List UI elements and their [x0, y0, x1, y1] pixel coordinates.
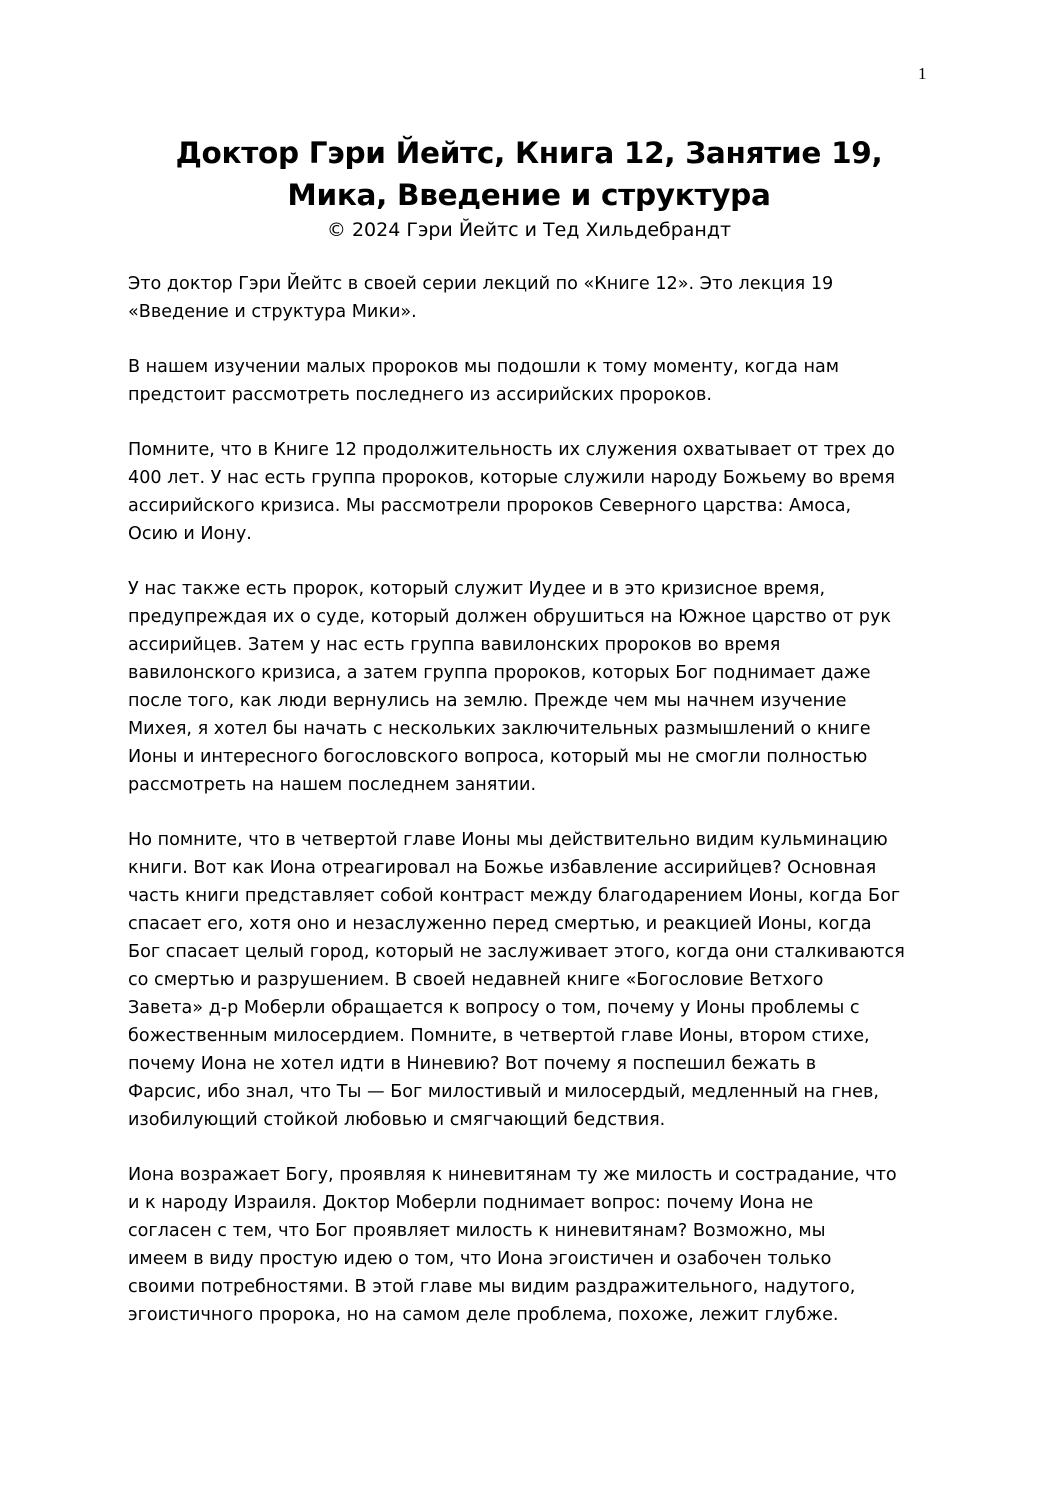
text-line: Михея, я хотел бы начать с нескольких заключительных размышлений о книге — [128, 719, 871, 739]
text-line: эгоистичного пророка, но на самом деле проблема, похоже, лежит глубже. — [128, 1305, 839, 1325]
paragraph-6 — [128, 1161, 936, 1329]
text-line: Помните, что в Книге 12 продолжительность их служения охватывает от трех до — [128, 440, 895, 460]
text-line: своими потребностями. В этой главе мы видим раздражительного, надутого, — [128, 1277, 856, 1297]
text-line: предупреждая их о суде, который должен обрушиться на Южное царство от рук — [128, 607, 892, 627]
text-line: часть книги представляет собой контраст между благодарением Ионы, когда Бог — [128, 886, 901, 906]
text-line: Ионы и интересного богословского вопроса, который мы не смогли полностью — [128, 747, 868, 767]
text-line: ассирийского кризиса. Мы рассмотрели пророков Северного царства: Амоса, — [128, 496, 852, 516]
text-line: «Введение и структура Мики». — [128, 302, 417, 322]
title-line-2: Мика, Введение и структура — [287, 178, 771, 212]
text-line: В нашем изучении малых пророков мы подошли к тому моменту, когда нам — [128, 357, 840, 377]
paragraph-1 — [128, 270, 936, 326]
text-line: Бог спасает целый город, который не заслуживает этого, когда они сталкиваются — [128, 942, 905, 962]
text-line: Завета» д-р Моберли обращается к вопросу о том, почему у Ионы проблемы с — [128, 998, 860, 1018]
text-line: Но помните, что в четвертой главе Ионы мы действительно видим кульминацию — [128, 830, 888, 850]
paragraph-5 — [128, 826, 936, 1134]
body-text — [128, 270, 936, 1356]
copyright-notice: © 2024 Гэри Йейтс и Тед Хильдебрандт — [326, 219, 732, 241]
text-line: У нас также есть пророк, который служит Иудее и в это кризисное время, — [128, 579, 826, 599]
title-block — [0, 132, 1058, 244]
text-line: предстоит рассмотреть последнего из ассирийских пророков. — [128, 385, 712, 405]
page-number: 1 — [918, 64, 927, 83]
text-line: после того, как люди вернулись на землю. Прежде чем мы начнем изучение — [128, 691, 847, 711]
text-line: согласен с тем, что Бог проявляет милость к ниневитянам? Возможно, мы — [128, 1221, 826, 1241]
text-line: изобилующий стойкой любовью и смягчающий бедствия. — [128, 1110, 666, 1130]
text-line: Фарсис, ибо знал, что Ты — Бог милостивый и милосердый, медленный на гнев, — [128, 1082, 879, 1102]
text-line: Это доктор Гэри Йейтс в своей серии лекций по «Книге 12». Это лекция 19 — [128, 274, 834, 294]
paragraph-2 — [128, 353, 936, 409]
text-line: книги. Вот как Иона отреагировал на Божье избавление ассирийцев? Основная — [128, 858, 877, 878]
text-line: вавилонского кризиса, а затем группа пророков, которых Бог поднимает даже — [128, 663, 871, 683]
paragraph-4 — [128, 575, 936, 799]
text-line: ассирийцев. Затем у нас есть группа вавилонских пророков во время — [128, 635, 781, 655]
text-line: и к народу Израиля. Доктор Моберли поднимает вопрос: почему Иона не — [128, 1193, 814, 1213]
text-line: рассмотреть на нашем последнем занятии. — [128, 775, 537, 795]
paragraph-3 — [128, 436, 936, 548]
text-line: почему Иона не хотел идти в Ниневию? Вот почему я поспешил бежать в — [128, 1054, 817, 1074]
title-line-1: Доктор Гэри Йейтс, Книга 12, Занятие 19, — [175, 136, 883, 170]
text-line: имеем в виду простую идею о том, что Иона эгоистичен и озабочен только — [128, 1249, 832, 1269]
text-line: божественным милосердием. Помните, в четвертой главе Ионы, втором стихе, — [128, 1026, 870, 1046]
text-line: со смертью и разрушением. В своей недавней книге «Богословие Ветхого — [128, 970, 824, 990]
text-line: Иона возражает Богу, проявляя к ниневитянам ту же милость и сострадание, что — [128, 1165, 897, 1185]
text-line: 400 лет. У нас есть группа пророков, которые служили народу Божьему во время — [128, 468, 896, 488]
text-line: Осию и Иону. — [128, 524, 252, 544]
text-line: спасает его, хотя оно и незаслуженно перед смертью, и реакцией Ионы, когда — [128, 914, 872, 934]
